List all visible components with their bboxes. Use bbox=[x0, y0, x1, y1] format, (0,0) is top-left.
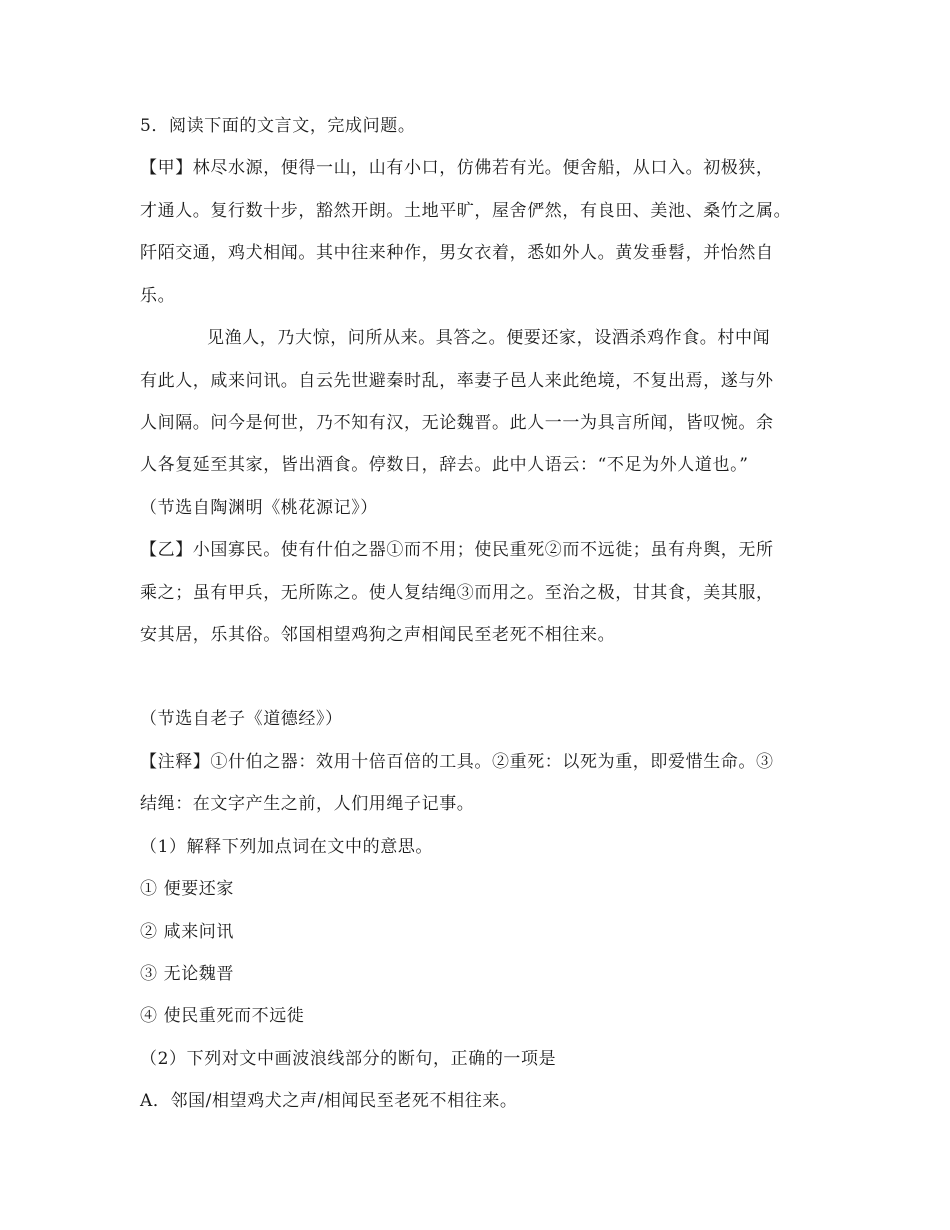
q1-item: ③ 无论魏晋 bbox=[140, 964, 235, 984]
q1-item: ② 咸来问讯 bbox=[140, 922, 235, 942]
passage-yi-line: 乘之；虽有甲兵，无所陈之。使人复结绳③而用之。至治之极，甘其食，美其服， bbox=[140, 583, 774, 603]
question-heading: 5．阅读下面的文言文，完成问题。 bbox=[140, 116, 416, 136]
passage-jia-line: 人各复延至其家，皆出酒食。停数日，辞去。此中人语云：“不足为外人道也。” bbox=[140, 455, 749, 475]
passage-jia-line: 人间隔。问今是何世，乃不知有汉，无论魏晋。此人一一为具言所闻，皆叹惋。余 bbox=[140, 413, 774, 433]
passage-yi-source: （节选自老子《道德经》） bbox=[140, 709, 343, 729]
notes-line: 结绳：在文字产生之前，人们用绳子记事。 bbox=[140, 794, 475, 814]
passage-jia-line: 阡陌交通，鸡犬相闻。其中往来种作，男女衣着，悉如外人。黄发垂髫，并怡然自 bbox=[140, 243, 774, 263]
q1-prompt: （1）解释下列加点词在文中的意思。 bbox=[140, 837, 434, 857]
passage-jia-line: 见渔人，乃大惊，问所从来。具答之。便要还家，设酒杀鸡作食。村中闻 bbox=[207, 328, 771, 348]
q2-option-a: A．邻国/相望鸡犬之声/相闻民至老死不相往来。 bbox=[140, 1091, 518, 1111]
q1-item: ④ 使民重死而不远徙 bbox=[140, 1006, 305, 1026]
passage-yi-line: 安其居，乐其俗。邻国相望鸡狗之声相闻民至老死不相往来。 bbox=[140, 625, 616, 645]
passage-jia-source: （节选自陶渊明《桃花源记》） bbox=[140, 498, 378, 518]
passage-jia-line: 才通人。复行数十步，豁然开朗。土地平旷，屋舍俨然，有良田、美池、桑竹之属。 bbox=[140, 201, 792, 221]
notes-line: 【注释】①什伯之器：效用十倍百倍的工具。②重死：以死为重，即爱惜生命。③ bbox=[140, 752, 774, 772]
passage-yi-line: 【乙】小国寡民。使有什伯之器①而不用；使民重死②而不远徙；虽有舟舆，无所 bbox=[140, 540, 774, 560]
q1-item: ① 便要还家 bbox=[140, 879, 235, 899]
passage-jia-line: 【甲】林尽水源，便得一山，山有小口，仿佛若有光。便舍船，从口入。初极狭， bbox=[140, 158, 774, 178]
q2-prompt: （2）下列对文中画波浪线部分的断句，正确的一项是 bbox=[140, 1049, 557, 1069]
passage-jia-line: 乐。 bbox=[140, 286, 176, 306]
passage-jia-line: 有此人，咸来问讯。自云先世避秦时乱，率妻子邑人来此绝境，不复出焉，遂与外 bbox=[140, 371, 774, 391]
